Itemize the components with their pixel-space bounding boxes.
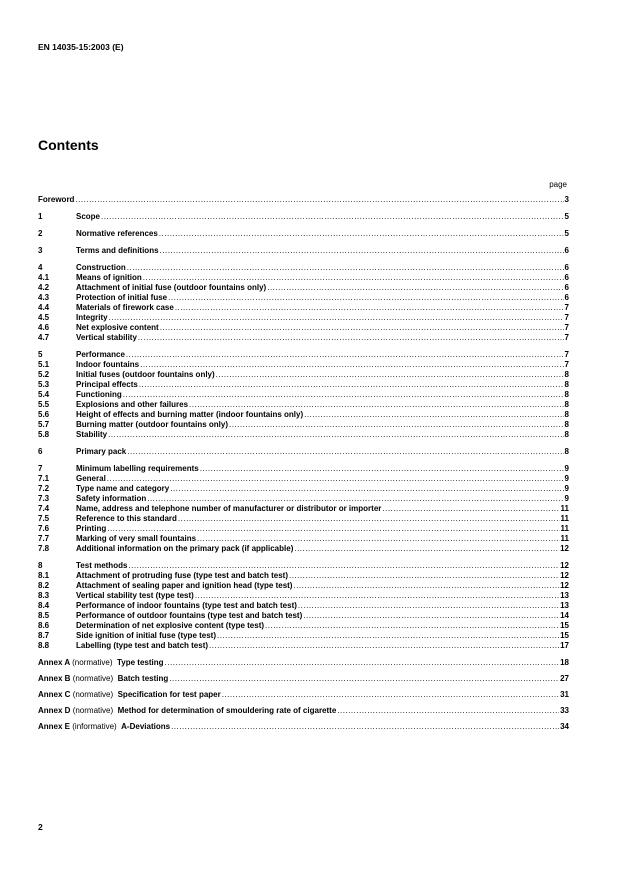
toc-entry-label: Test methods [76, 561, 128, 570]
toc-entry[interactable] [38, 611, 569, 621]
toc-entry[interactable] [38, 631, 569, 641]
toc-entry-number: 8.6 [38, 621, 50, 630]
toc-entry-label: Materials of firework case [76, 303, 174, 312]
toc-entry[interactable] [38, 400, 569, 410]
toc-annex-entry[interactable] [38, 722, 569, 732]
toc-entry-label: Vertical stability test (type test) [76, 591, 194, 600]
toc-entry-number: 5 [38, 350, 43, 359]
toc-entry-label: Integrity [76, 313, 108, 322]
toc-entry-page: 7 [564, 350, 569, 359]
toc-entry-number: 8.1 [38, 571, 50, 580]
toc-entry-page: 11 [560, 534, 569, 543]
toc-entry[interactable] [38, 370, 569, 380]
dot-leader [75, 195, 563, 205]
dot-leader [160, 323, 564, 333]
toc-entry-page: 11 [560, 524, 569, 533]
toc-entry[interactable] [38, 534, 569, 544]
toc-entry-number: 1 [38, 212, 43, 221]
dot-leader [382, 504, 559, 514]
toc-entry[interactable] [38, 571, 569, 581]
dot-leader [108, 430, 563, 440]
toc-entry-label: Foreword [38, 195, 75, 204]
toc-entry-label: Determination of net explosive content (type test) [76, 621, 265, 630]
toc-group [38, 447, 569, 457]
toc-entry-number: 7.5 [38, 514, 50, 523]
toc-entry-page: 27 [560, 674, 569, 683]
toc-entry[interactable] [38, 464, 569, 474]
toc-entry[interactable] [38, 420, 569, 430]
toc-entry-number: 4.3 [38, 293, 50, 302]
toc-entry-number: 7.8 [38, 544, 50, 553]
toc-entry-page: 31 [560, 690, 569, 699]
annex-label-group [38, 658, 164, 668]
toc-annex-entry[interactable] [38, 674, 569, 684]
dot-leader [189, 400, 564, 410]
toc-entry-label: Net explosive content [76, 323, 159, 332]
toc-entry[interactable] [38, 474, 569, 484]
toc-entry[interactable] [38, 390, 569, 400]
toc-entry-page: 8 [564, 400, 569, 409]
toc-entry-label: Burning matter (outdoor fountains only) [76, 420, 228, 429]
toc-entry-number: 8.4 [38, 601, 50, 610]
toc-entry[interactable] [38, 410, 569, 420]
annex-title: Method for determination of smouldering rate of cigarette [117, 706, 337, 715]
toc-entry-label: Side ignition of initial fuse (type test) [76, 631, 217, 640]
toc-entry-page: 6 [564, 263, 569, 272]
page-title: Contents [38, 137, 99, 153]
toc-entry-page: 7 [564, 333, 569, 342]
toc-entry-page: 9 [564, 494, 569, 503]
dot-leader [195, 591, 559, 601]
dot-leader [147, 494, 563, 504]
toc-entry-label: Protection of initial fuse [76, 293, 168, 302]
annex-kind: (normative) [72, 690, 114, 699]
toc-entry[interactable] [38, 641, 569, 651]
annex-id: Annex B [38, 674, 71, 683]
toc-entry-number: 8.5 [38, 611, 50, 620]
annex-label-group [38, 674, 168, 684]
toc-entry-page: 8 [564, 420, 569, 429]
dot-leader [168, 293, 563, 303]
toc-entry-page: 12 [560, 561, 569, 570]
dot-leader [294, 544, 559, 554]
toc-group [38, 350, 569, 440]
toc-entry-page: 13 [560, 591, 569, 600]
toc-entry-page: 11 [560, 504, 569, 513]
toc-entry-label: Indoor fountains [76, 360, 140, 369]
toc-entry-number: 5.5 [38, 400, 50, 409]
toc-group [38, 561, 569, 651]
toc-group [38, 246, 569, 256]
toc-entry-number: 2 [38, 229, 43, 238]
toc-entry-label: Stability [76, 430, 108, 439]
toc-entry-number: 4.7 [38, 333, 50, 342]
toc-annex-entry[interactable] [38, 706, 569, 716]
toc-entry-number: 5.2 [38, 370, 50, 379]
toc-entry-page: 15 [560, 621, 569, 630]
toc-entry-label: Initial fuses (outdoor fountains only) [76, 370, 215, 379]
toc-entry-label: Vertical stability [76, 333, 137, 342]
toc-entry-page: 7 [564, 323, 569, 332]
dot-leader [217, 631, 559, 641]
toc-entry-label: Attachment of protruding fuse (type test and batch test) [76, 571, 289, 580]
annex-id: Annex D [38, 706, 71, 715]
toc-entry-label: Performance of outdoor fountains (type test and batch test) [76, 611, 303, 620]
toc-entry-label: Labelling (type test and batch test) [76, 641, 209, 650]
toc-entry-page: 8 [564, 410, 569, 419]
toc-entry-label: Functioning [76, 390, 122, 399]
toc-entry-number: 4.1 [38, 273, 50, 282]
toc-entry-number: 4.2 [38, 283, 50, 292]
toc-entry-label: General [76, 474, 106, 483]
toc-entry-page: 12 [560, 581, 569, 590]
toc-entry-label: Principal effects [76, 380, 138, 389]
toc-entry-label: Reference to this standard [76, 514, 177, 523]
toc-entry-label: Construction [76, 263, 126, 272]
toc-entry[interactable] [38, 591, 569, 601]
toc-entry[interactable] [38, 333, 569, 343]
annex-label-group [38, 722, 170, 732]
annex-kind: (normative) [72, 706, 114, 715]
toc-entry-label: Printing [76, 524, 107, 533]
toc-entry-number: 7.3 [38, 494, 50, 503]
toc-entry-number: 6 [38, 447, 43, 456]
toc-entry-page: 9 [564, 474, 569, 483]
toc-entry-number: 5.1 [38, 360, 50, 369]
toc-entry-page: 7 [564, 360, 569, 369]
dot-leader [216, 370, 564, 380]
toc-entry[interactable] [38, 561, 569, 571]
toc-entry-label: Additional information on the primary pack (if applicable) [76, 544, 294, 553]
toc-entry[interactable] [38, 514, 569, 524]
toc-entry-label: Primary pack [76, 447, 127, 456]
toc-entry-label: Performance of indoor fountains (type test and batch test) [76, 601, 297, 610]
toc-entry[interactable] [38, 544, 569, 554]
dot-leader [293, 581, 559, 591]
toc-entry[interactable] [38, 212, 569, 222]
dot-leader [298, 601, 559, 611]
toc-entry-page: 9 [564, 464, 569, 473]
toc-entry-page: 7 [564, 303, 569, 312]
dot-leader [171, 722, 559, 732]
toc-entry-page: 3 [564, 195, 569, 204]
toc-entry-label: Performance [76, 350, 125, 359]
annex-label-group [38, 706, 336, 716]
toc-entry[interactable] [38, 283, 569, 293]
toc-entry-number: 4 [38, 263, 43, 272]
toc-entry-number: 4.4 [38, 303, 50, 312]
dot-leader [138, 333, 564, 343]
toc-entry[interactable] [38, 350, 569, 360]
toc-entry[interactable] [38, 273, 569, 283]
annex-id: Annex C [38, 690, 71, 699]
toc-entry[interactable] [38, 246, 569, 256]
toc-entry-page: 6 [564, 293, 569, 302]
toc-entry-page: 15 [560, 631, 569, 640]
toc-entry-page: 8 [564, 380, 569, 389]
annex-title: Specification for test paper [117, 690, 221, 699]
dot-leader [265, 621, 559, 631]
dot-leader [123, 390, 564, 400]
toc-entry[interactable] [38, 229, 569, 239]
dot-leader [160, 246, 564, 256]
dot-leader [304, 410, 563, 420]
toc-entry-number: 7.2 [38, 484, 50, 493]
toc-entry-number: 8 [38, 561, 43, 570]
toc-entry[interactable] [38, 195, 569, 205]
toc-entry[interactable] [38, 263, 569, 273]
dot-leader [267, 283, 563, 293]
dot-leader [200, 464, 564, 474]
dot-leader [222, 690, 559, 700]
toc-entry-page: 6 [564, 246, 569, 255]
document-id-header: EN 14035-15:2003 (E) [38, 42, 124, 52]
dot-leader [337, 706, 559, 716]
table-of-contents [38, 195, 569, 738]
toc-entry[interactable] [38, 504, 569, 514]
toc-entry[interactable] [38, 380, 569, 390]
toc-entry-number: 3 [38, 246, 43, 255]
toc-entry-label: Attachment of initial fuse (outdoor fountains only) [76, 283, 267, 292]
toc-entry-page: 8 [564, 390, 569, 399]
dot-leader [175, 303, 564, 313]
toc-entry-label: Explosions and other failures [76, 400, 189, 409]
toc-entry-page: 5 [564, 212, 569, 221]
dot-leader [127, 447, 563, 457]
dot-leader [128, 561, 559, 571]
toc-entry-page: 6 [564, 283, 569, 292]
toc-entry-number: 8.8 [38, 641, 50, 650]
dot-leader [178, 514, 560, 524]
toc-entry-number: 7 [38, 464, 43, 473]
toc-entry-number: 7.1 [38, 474, 50, 483]
annex-title: Batch testing [117, 674, 169, 683]
annex-kind: (normative) [72, 658, 113, 667]
toc-entry-number: 5.3 [38, 380, 50, 389]
toc-entry[interactable] [38, 360, 569, 370]
annex-id: Annex A [38, 658, 70, 667]
toc-entry-page: 17 [560, 641, 569, 650]
toc-group [38, 195, 569, 205]
toc-entry-label: Means of ignition [76, 273, 142, 282]
dot-leader [229, 420, 564, 430]
toc-entry-page: 12 [560, 544, 569, 553]
dot-leader [109, 313, 564, 323]
dot-leader [139, 380, 564, 390]
toc-entry-number: 5.6 [38, 410, 50, 419]
annex-kind: (informative) [72, 722, 117, 731]
toc-group [38, 229, 569, 239]
toc-entry-number: 7.7 [38, 534, 50, 543]
dot-leader [107, 524, 559, 534]
toc-entry[interactable] [38, 621, 569, 631]
toc-entry[interactable] [38, 313, 569, 323]
toc-entry-number: 8.3 [38, 591, 50, 600]
dot-leader [209, 641, 559, 651]
toc-entry-page: 9 [564, 484, 569, 493]
toc-entry-number: 5.4 [38, 390, 50, 399]
annex-label-group [38, 690, 221, 700]
toc-entry-label: Type name and category [76, 484, 170, 493]
toc-entry-page: 12 [560, 571, 569, 580]
dot-leader [101, 212, 564, 222]
toc-entry[interactable] [38, 524, 569, 534]
toc-entry-page: 18 [560, 658, 569, 667]
toc-entry-page: 13 [560, 601, 569, 610]
dot-leader [143, 273, 564, 283]
annex-title: Type testing [117, 658, 164, 667]
toc-entry-page: 33 [560, 706, 569, 715]
toc-entry-label: Height of effects and burning matter (indoor fountains only) [76, 410, 304, 419]
annex-kind: (normative) [72, 674, 114, 683]
toc-entry-label: Normative references [76, 229, 158, 238]
dot-leader [159, 229, 564, 239]
toc-entry-label: Safety information [76, 494, 147, 503]
dot-leader [107, 474, 564, 484]
toc-entry-page: 6 [564, 273, 569, 282]
toc-annex-entry[interactable] [38, 658, 569, 668]
annex-id: Annex E [38, 722, 71, 731]
dot-leader [126, 350, 564, 360]
page-number: 2 [38, 822, 43, 832]
toc-entry-label: Name, address and telephone number of manufacturer or distributor or importer [76, 504, 382, 513]
toc-entry-number: 8.7 [38, 631, 50, 640]
toc-entry-page: 11 [560, 514, 569, 523]
dot-leader [165, 658, 560, 668]
toc-entry-page: 14 [560, 611, 569, 620]
toc-entry-number: 7.6 [38, 524, 50, 533]
toc-entry-number: 8.2 [38, 581, 50, 590]
toc-entry-page: 5 [564, 229, 569, 238]
toc-entry-label: Marking of very small fountains [76, 534, 197, 543]
dot-leader [289, 571, 559, 581]
toc-annex-entry[interactable] [38, 690, 569, 700]
dot-leader [170, 484, 563, 494]
toc-entry-label: Attachment of sealing paper and ignition head (type test) [76, 581, 293, 590]
toc-entry[interactable] [38, 494, 569, 504]
toc-entry-page: 34 [560, 722, 569, 731]
toc-entry-page: 8 [564, 370, 569, 379]
dot-leader [127, 263, 564, 273]
toc-entry[interactable] [38, 303, 569, 313]
toc-entry[interactable] [38, 430, 569, 440]
toc-entry-number: 4.6 [38, 323, 50, 332]
toc-entry[interactable] [38, 447, 569, 457]
annex-title: A-Deviations [121, 722, 171, 731]
toc-entry-number: 5.8 [38, 430, 50, 439]
toc-entry-label: Scope [76, 212, 101, 221]
dot-leader [197, 534, 560, 544]
toc-entry-number: 4.5 [38, 313, 50, 322]
page-column-label: page [549, 180, 567, 189]
toc-group [38, 212, 569, 222]
toc-entry-page: 8 [564, 430, 569, 439]
toc-entry[interactable] [38, 484, 569, 494]
dot-leader [169, 674, 559, 684]
toc-entry[interactable] [38, 323, 569, 333]
dot-leader [303, 611, 559, 621]
toc-entry-label: Terms and definitions [76, 246, 159, 255]
toc-entry[interactable] [38, 601, 569, 611]
toc-group [38, 464, 569, 554]
dot-leader [140, 360, 563, 370]
toc-entry-number: 7.4 [38, 504, 50, 513]
toc-entry[interactable] [38, 293, 569, 303]
toc-group [38, 263, 569, 343]
toc-entry-label: Minimum labelling requirements [76, 464, 199, 473]
toc-entry[interactable] [38, 581, 569, 591]
toc-entry-page: 7 [564, 313, 569, 322]
toc-entry-page: 8 [564, 447, 569, 456]
toc-entry-number: 5.7 [38, 420, 50, 429]
